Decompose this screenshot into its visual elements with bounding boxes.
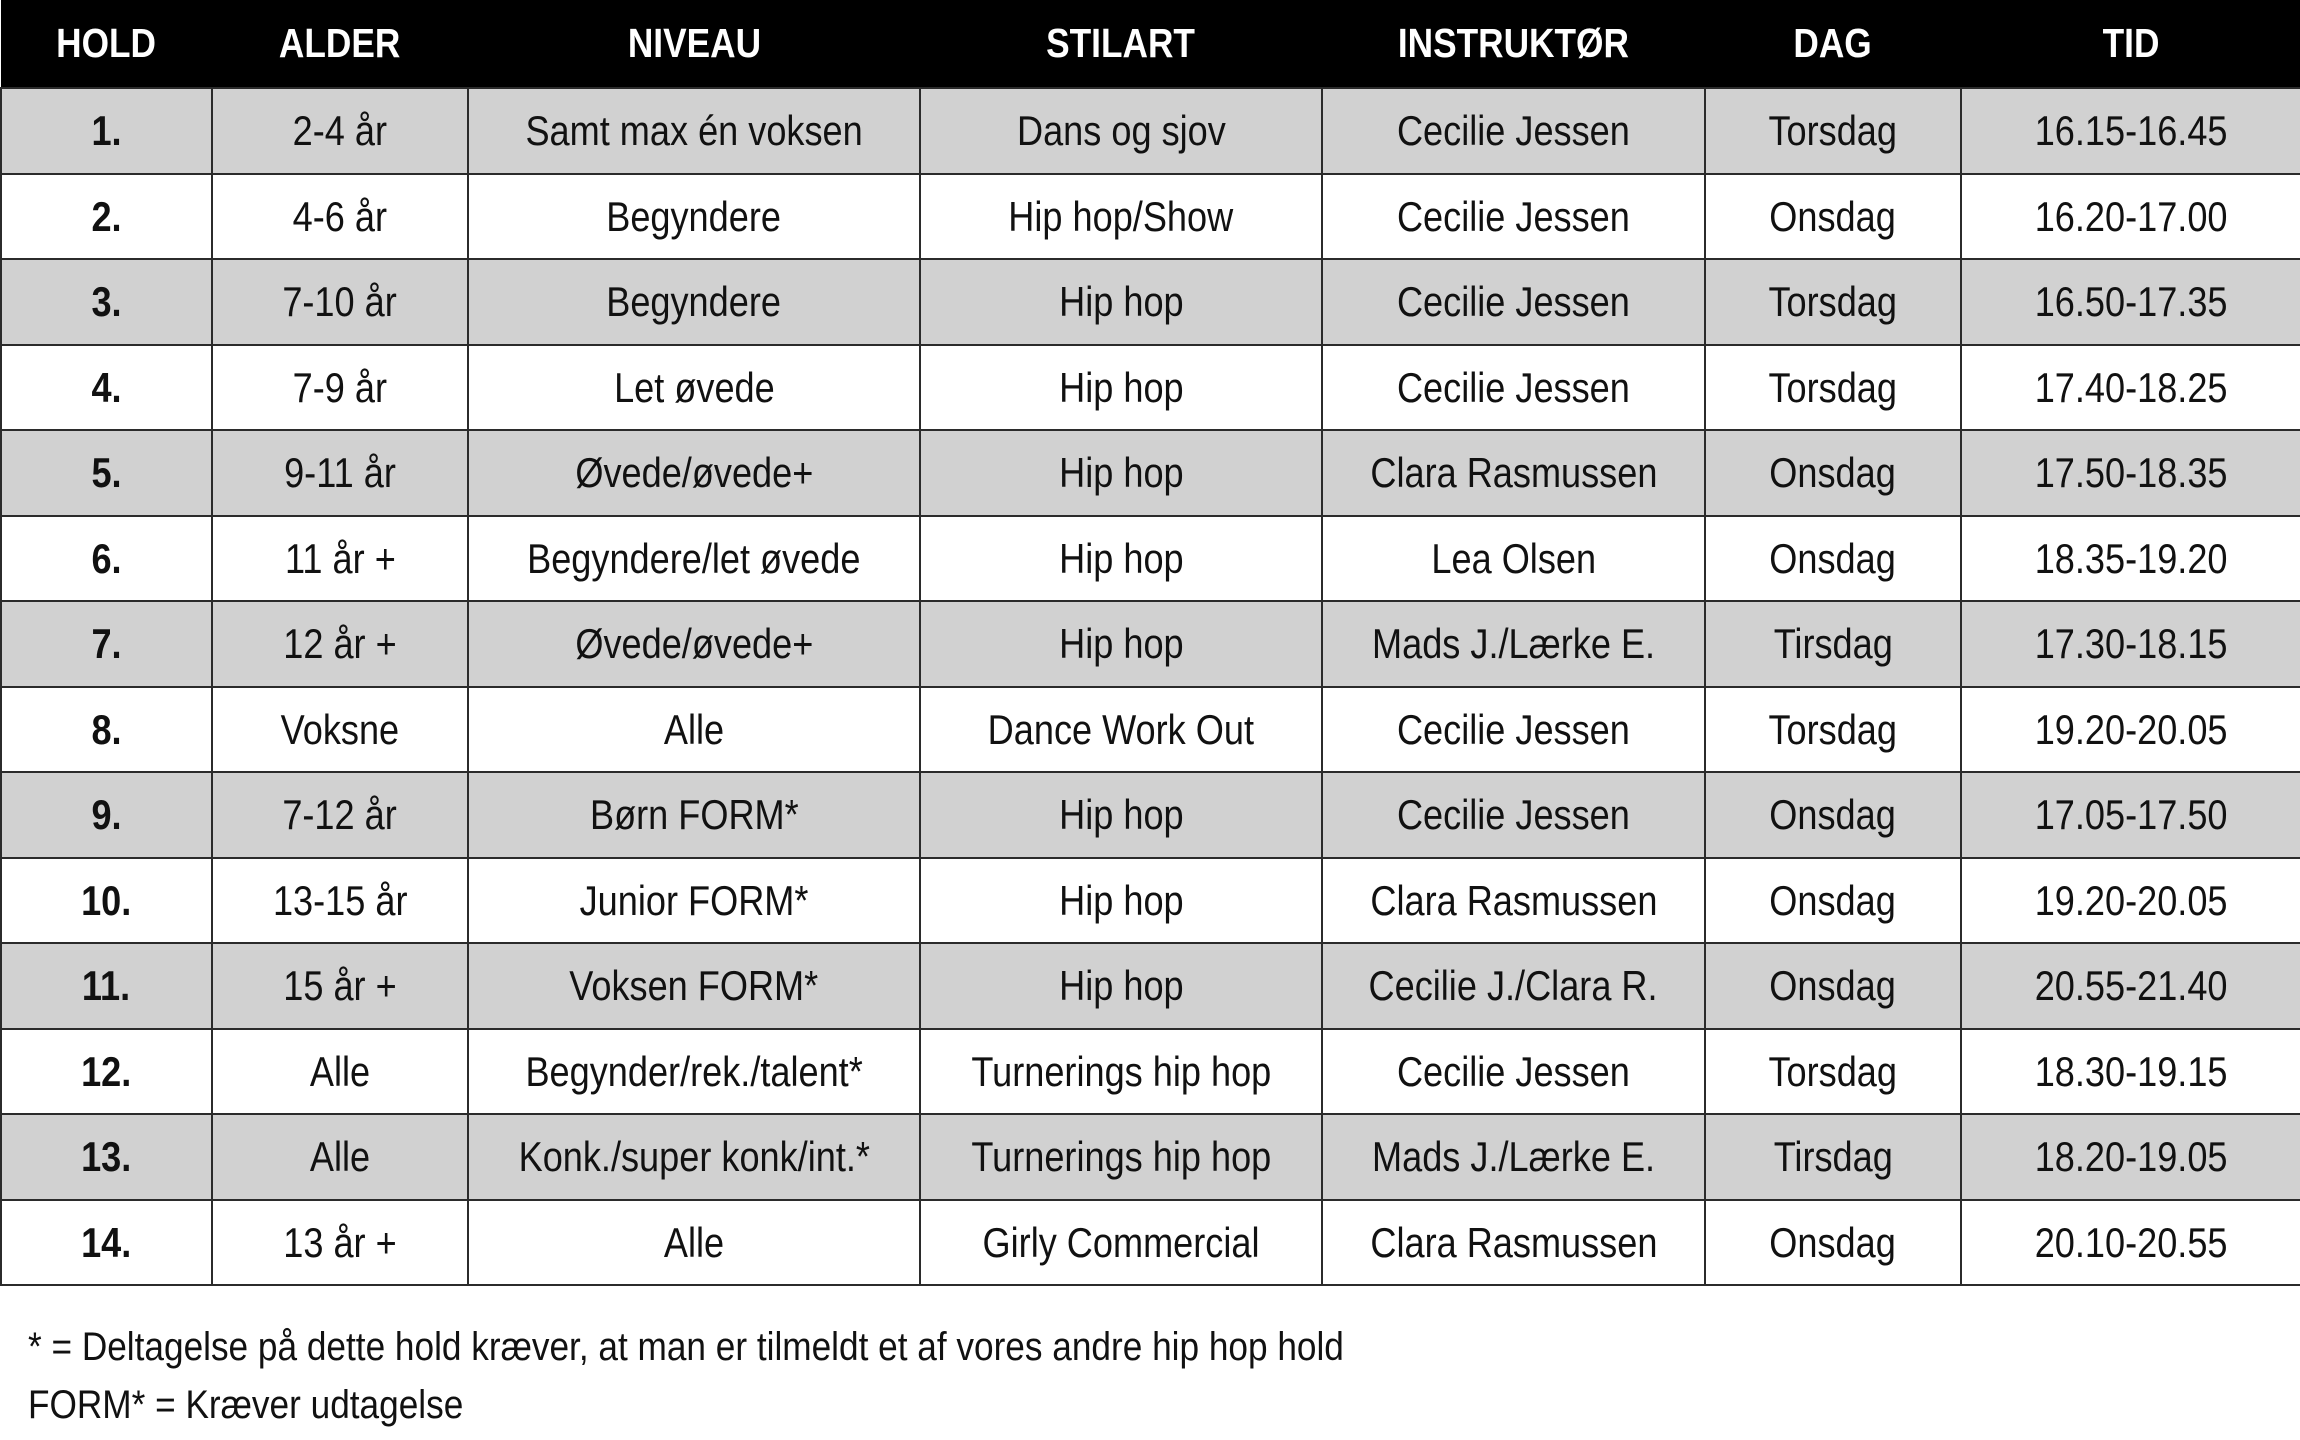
cell-hold: 11. <box>1 943 212 1029</box>
cell-alder: Alle <box>212 1114 468 1200</box>
table-row <box>1 88 2300 174</box>
cell-tid: 16.50-17.35 <box>1961 259 2300 345</box>
cell-tid: 20.55-21.40 <box>1961 943 2300 1029</box>
cell-tid: 18.20-19.05 <box>1961 1114 2300 1200</box>
table-row <box>1 1200 2300 1285</box>
cell-instruktor: Cecilie Jessen <box>1322 1029 1705 1114</box>
cell-alder: Voksne <box>212 687 468 772</box>
cell-stilart: Hip hop <box>920 943 1322 1029</box>
cell-hold: 3. <box>1 259 212 345</box>
cell-dag: Onsdag <box>1705 943 1961 1029</box>
cell-alder: 7-9 år <box>212 345 468 430</box>
table-row <box>1 1114 2300 1200</box>
table-header <box>1 0 2300 88</box>
cell-dag: Tirsdag <box>1705 601 1961 687</box>
cell-hold: 12. <box>1 1029 212 1114</box>
table-row <box>1 687 2300 772</box>
cell-stilart: Hip hop <box>920 516 1322 601</box>
cell-tid: 19.20-20.05 <box>1961 858 2300 943</box>
cell-niveau: Begyndere <box>468 174 920 259</box>
cell-dag: Onsdag <box>1705 772 1961 858</box>
cell-stilart: Hip hop <box>920 601 1322 687</box>
cell-niveau: Voksen FORM* <box>468 943 920 1029</box>
cell-tid: 16.20-17.00 <box>1961 174 2300 259</box>
cell-stilart: Dance Work Out <box>920 687 1322 772</box>
cell-instruktor: Clara Rasmussen <box>1322 1200 1705 1285</box>
cell-niveau: Øvede/øvede+ <box>468 601 920 687</box>
cell-dag: Onsdag <box>1705 430 1961 516</box>
header-row <box>1 0 2300 88</box>
header-hold: HOLD <box>1 0 212 88</box>
table-body <box>1 88 2300 1285</box>
header-instruktor: INSTRUKTØR <box>1322 0 1705 88</box>
table-row <box>1 601 2300 687</box>
cell-niveau: Øvede/øvede+ <box>468 430 920 516</box>
cell-instruktor: Cecilie J./Clara R. <box>1322 943 1705 1029</box>
cell-stilart: Hip hop <box>920 259 1322 345</box>
header-alder: ALDER <box>212 0 468 88</box>
table-row <box>1 345 2300 430</box>
cell-instruktor: Cecilie Jessen <box>1322 345 1705 430</box>
cell-tid: 16.15-16.45 <box>1961 88 2300 174</box>
cell-niveau: Begyndere/let øvede <box>468 516 920 601</box>
cell-tid: 19.20-20.05 <box>1961 687 2300 772</box>
cell-alder: 2-4 år <box>212 88 468 174</box>
cell-instruktor: Cecilie Jessen <box>1322 772 1705 858</box>
cell-niveau: Begynder/rek./talent* <box>468 1029 920 1114</box>
cell-tid: 18.35-19.20 <box>1961 516 2300 601</box>
cell-dag: Onsdag <box>1705 858 1961 943</box>
cell-tid: 18.30-19.15 <box>1961 1029 2300 1114</box>
cell-stilart: Hip hop <box>920 772 1322 858</box>
cell-dag: Torsdag <box>1705 345 1961 430</box>
cell-alder: 11 år + <box>212 516 468 601</box>
cell-hold: 8. <box>1 687 212 772</box>
cell-dag: Onsdag <box>1705 174 1961 259</box>
footnote-asterisk: * = Deltagelse på dette hold kræver, at man er tilmeldt et af vores andre hip hop hold <box>28 1325 1344 1369</box>
table-row <box>1 259 2300 345</box>
header-stilart: STILART <box>920 0 1322 88</box>
header-tid: TID <box>1961 0 2300 88</box>
cell-alder: 13-15 år <box>212 858 468 943</box>
cell-tid: 17.05-17.50 <box>1961 772 2300 858</box>
cell-hold: 10. <box>1 858 212 943</box>
table-row <box>1 858 2300 943</box>
cell-stilart: Hip hop <box>920 430 1322 516</box>
cell-niveau: Børn FORM* <box>468 772 920 858</box>
cell-stilart: Hip hop/Show <box>920 174 1322 259</box>
footnote-form: FORM* = Kræver udtagelse <box>28 1383 464 1427</box>
cell-niveau: Konk./super konk/int.* <box>468 1114 920 1200</box>
cell-tid: 20.10-20.55 <box>1961 1200 2300 1285</box>
cell-niveau: Alle <box>468 1200 920 1285</box>
cell-instruktor: Mads J./Lærke E. <box>1322 1114 1705 1200</box>
cell-alder: 9-11 år <box>212 430 468 516</box>
cell-niveau: Alle <box>468 687 920 772</box>
cell-hold: 13. <box>1 1114 212 1200</box>
cell-stilart: Hip hop <box>920 858 1322 943</box>
cell-hold: 7. <box>1 601 212 687</box>
cell-tid: 17.30-18.15 <box>1961 601 2300 687</box>
cell-alder: 7-12 år <box>212 772 468 858</box>
cell-hold: 2. <box>1 174 212 259</box>
cell-dag: Torsdag <box>1705 88 1961 174</box>
cell-alder: 13 år + <box>212 1200 468 1285</box>
table-row <box>1 943 2300 1029</box>
cell-instruktor: Clara Rasmussen <box>1322 858 1705 943</box>
cell-hold: 14. <box>1 1200 212 1285</box>
cell-stilart: Dans og sjov <box>920 88 1322 174</box>
cell-alder: 4-6 år <box>212 174 468 259</box>
cell-dag: Onsdag <box>1705 1200 1961 1285</box>
cell-instruktor: Cecilie Jessen <box>1322 687 1705 772</box>
cell-dag: Torsdag <box>1705 687 1961 772</box>
cell-hold: 5. <box>1 430 212 516</box>
header-dag: DAG <box>1705 0 1961 88</box>
cell-alder: 12 år + <box>212 601 468 687</box>
table-row <box>1 430 2300 516</box>
cell-niveau: Let øvede <box>468 345 920 430</box>
cell-hold: 1. <box>1 88 212 174</box>
table-row <box>1 174 2300 259</box>
table-row <box>1 772 2300 858</box>
cell-instruktor: Cecilie Jessen <box>1322 259 1705 345</box>
cell-hold: 6. <box>1 516 212 601</box>
cell-stilart: Girly Commercial <box>920 1200 1322 1285</box>
cell-instruktor: Clara Rasmussen <box>1322 430 1705 516</box>
cell-niveau: Junior FORM* <box>468 858 920 943</box>
table-row <box>1 516 2300 601</box>
cell-niveau: Begyndere <box>468 259 920 345</box>
cell-hold: 4. <box>1 345 212 430</box>
cell-dag: Torsdag <box>1705 259 1961 345</box>
cell-instruktor: Cecilie Jessen <box>1322 88 1705 174</box>
footnotes <box>28 1318 1344 1434</box>
cell-instruktor: Mads J./Lærke E. <box>1322 601 1705 687</box>
header-niveau: NIVEAU <box>468 0 920 88</box>
table-row <box>1 1029 2300 1114</box>
cell-dag: Tirsdag <box>1705 1114 1961 1200</box>
cell-tid: 17.50-18.35 <box>1961 430 2300 516</box>
cell-alder: 15 år + <box>212 943 468 1029</box>
cell-stilart: Turnerings hip hop <box>920 1029 1322 1114</box>
cell-stilart: Hip hop <box>920 345 1322 430</box>
cell-dag: Torsdag <box>1705 1029 1961 1114</box>
cell-instruktor: Lea Olsen <box>1322 516 1705 601</box>
cell-alder: Alle <box>212 1029 468 1114</box>
cell-dag: Onsdag <box>1705 516 1961 601</box>
cell-niveau: Samt max én voksen <box>468 88 920 174</box>
cell-tid: 17.40-18.25 <box>1961 345 2300 430</box>
cell-alder: 7-10 år <box>212 259 468 345</box>
cell-stilart: Turnerings hip hop <box>920 1114 1322 1200</box>
cell-hold: 9. <box>1 772 212 858</box>
cell-instruktor: Cecilie Jessen <box>1322 174 1705 259</box>
